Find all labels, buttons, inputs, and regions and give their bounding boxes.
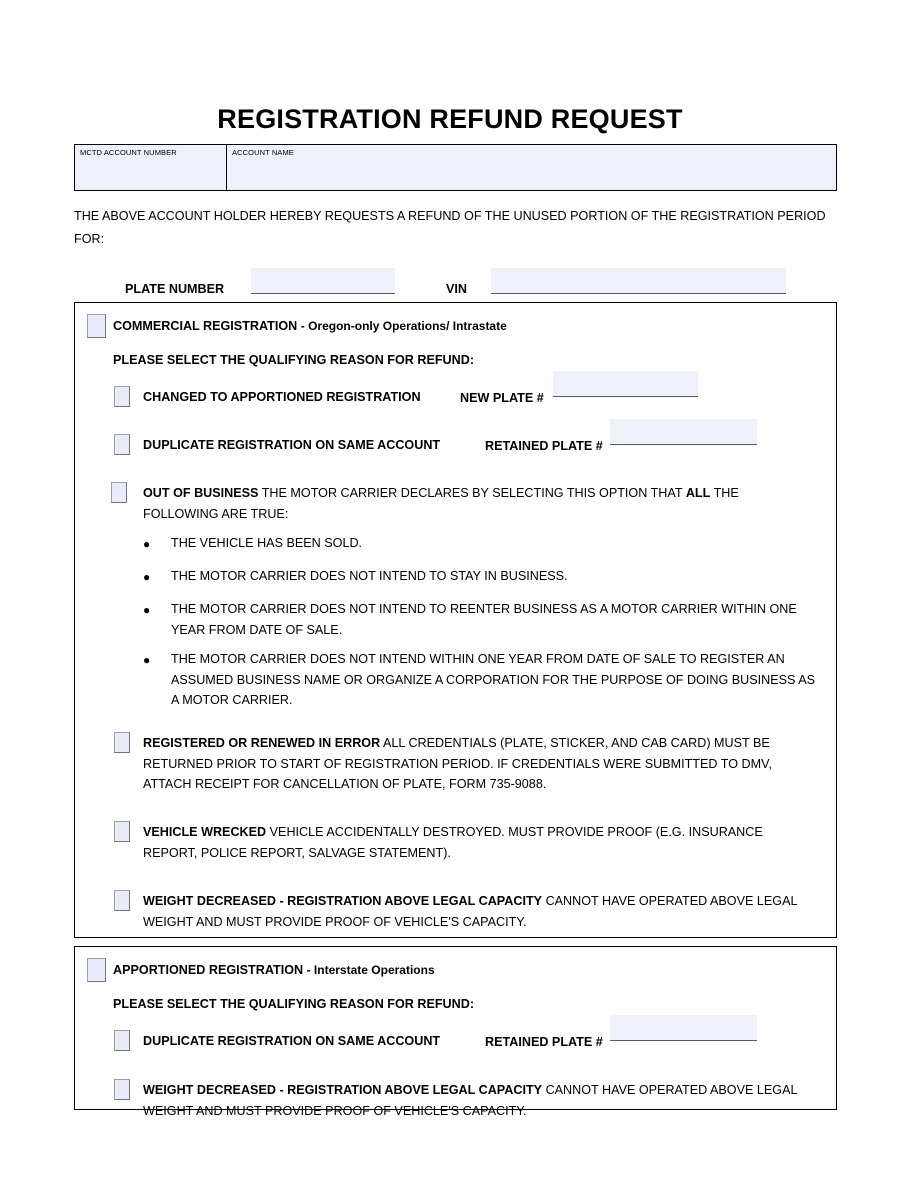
bullet-marker: ● (143, 653, 151, 667)
account-name-cell[interactable] (227, 145, 836, 190)
commercial-heading-rest: - Oregon-only Operations/ Intrastate (300, 319, 507, 333)
commercial-registration-heading (113, 316, 507, 336)
apportioned-select-prompt: PLEASE SELECT THE QUALIFYING REASON FOR REFUND: (113, 997, 475, 1011)
label-weight-decreased-commercial: WEIGHT DECREASED - REGISTRATION ABOVE LEGAL CAPACITY (143, 894, 543, 908)
new-plate-number-input[interactable] (553, 371, 698, 397)
checkbox-weight-decreased-apportioned[interactable] (114, 1079, 130, 1100)
plate-number-input[interactable] (251, 268, 395, 294)
checkbox-out-of-business[interactable] (111, 482, 127, 503)
checkbox-commercial-registration[interactable] (87, 314, 106, 338)
label-duplicate-registration-apportioned: DUPLICATE REGISTRATION ON SAME ACCOUNT (143, 1034, 441, 1048)
vehicle-wrecked-block (143, 822, 815, 863)
registered-error-desc: ALL CREDENTIALS (PLATE, STICKER, AND CAB CARD) MUST BE RETURNED PRIOR TO START OF REGISTRATION PERIOD. IF CREDENTIALS WERE SUBMITTED TO DMV, ATTACH RECEIPT FOR CANCELLATION OF PLATE, FORM 735-9088. (143, 736, 772, 791)
registered-error-block (143, 733, 815, 795)
out-of-business-desc-emphasis: ALL (685, 486, 711, 500)
weight-decreased-desc-commercial: CANNOT HAVE OPERATED ABOVE LEGAL WEIGHT AND MUST PROVIDE PROOF OF VEHICLE'S CAPACITY. (143, 894, 798, 929)
vehicle-wrecked-desc: VEHICLE ACCIDENTALLY DESTROYED. MUST PROVIDE PROOF (E.G. INSURANCE REPORT, POLICE REPORT, SALVAGE STATEMENT). (143, 825, 763, 860)
label-changed-to-apportioned: CHANGED TO APPORTIONED REGISTRATION (143, 390, 421, 404)
out-of-business-bullet-4: THE MOTOR CARRIER DOES NOT INTEND WITHIN ONE YEAR FROM DATE OF SALE TO REGISTER AN ASSUMED BUSINESS NAME OR ORGANIZE A CORPORATION FOR THE PURPOSE OF DOING BUSINESS AS A MOTOR CARRIER. (171, 652, 816, 707)
weight-decreased-desc-apportioned: CANNOT HAVE OPERATED ABOVE LEGAL WEIGHT AND MUST PROVIDE PROOF OF VEHICLE'S CAPACITY. (143, 1083, 798, 1118)
mctd-account-number-cell[interactable] (75, 145, 227, 190)
out-of-business-bullet-2: THE MOTOR CARRIER DOES NOT INTEND TO STAY IN BUSINESS. (171, 569, 568, 583)
checkbox-weight-decreased-commercial[interactable] (114, 890, 130, 911)
out-of-business-desc-part1: THE MOTOR CARRIER DECLARES BY SELECTING THIS OPTION THAT (261, 486, 683, 500)
bullet-marker: ● (143, 537, 151, 551)
commercial-heading-bold: COMMERCIAL REGISTRATION (113, 319, 298, 333)
apportioned-registration-heading (113, 960, 435, 980)
vin-label: VIN (446, 282, 467, 296)
mctd-account-number-label: MCTD ACCOUNT NUMBER (80, 148, 177, 157)
out-of-business-desc-part2: THE FOLLOWING ARE TRUE: (143, 486, 739, 521)
checkbox-changed-to-apportioned[interactable] (114, 386, 130, 407)
commercial-registration-section (74, 302, 837, 938)
label-weight-decreased-apportioned: WEIGHT DECREASED - REGISTRATION ABOVE LEGAL CAPACITY (143, 1083, 543, 1097)
apportioned-heading-bold: APPORTIONED REGISTRATION (113, 963, 304, 977)
checkbox-duplicate-registration-commercial[interactable] (114, 434, 130, 455)
commercial-select-prompt: PLEASE SELECT THE QUALIFYING REASON FOR REFUND: (113, 353, 475, 367)
retained-plate-number-input-commercial[interactable] (610, 419, 757, 445)
weight-decreased-block-apportioned (143, 1080, 815, 1121)
plate-number-label: PLATE NUMBER (125, 282, 225, 296)
new-plate-number-label: NEW PLATE # (460, 391, 544, 405)
weight-decreased-block-commercial (143, 891, 815, 932)
bullet-marker: ● (143, 570, 151, 584)
label-vehicle-wrecked: VEHICLE WRECKED (143, 825, 267, 839)
retained-plate-number-label-apportioned: RETAINED PLATE # (485, 1035, 603, 1049)
checkbox-vehicle-wrecked[interactable] (114, 821, 130, 842)
page-title: REGISTRATION REFUND REQUEST (217, 104, 683, 134)
label-registered-or-renewed-in-error: REGISTERED OR RENEWED IN ERROR (143, 736, 381, 750)
apportioned-heading-rest: - Interstate Operations (306, 963, 435, 977)
label-out-of-business: OUT OF BUSINESS (143, 486, 259, 500)
account-header-table (74, 144, 837, 191)
bullet-marker: ● (143, 603, 151, 617)
apportioned-registration-section (74, 946, 837, 1118)
retained-plate-number-input-apportioned[interactable] (610, 1015, 757, 1041)
retained-plate-number-label-commercial: RETAINED PLATE # (485, 439, 603, 453)
checkbox-apportioned-registration[interactable] (87, 958, 106, 982)
vin-input[interactable] (491, 268, 786, 294)
label-duplicate-registration-commercial: DUPLICATE REGISTRATION ON SAME ACCOUNT (143, 438, 441, 452)
vehicle-identification-row (74, 268, 854, 298)
account-name-label: ACCOUNT NAME (232, 148, 294, 157)
out-of-business-block (143, 483, 815, 524)
intro-paragraph: THE ABOVE ACCOUNT HOLDER HEREBY REQUESTS A REFUND OF THE UNUSED PORTION OF THE REGISTRATION PERIOD FOR: (74, 209, 826, 246)
out-of-business-bullet-3: THE MOTOR CARRIER DOES NOT INTEND TO REENTER BUSINESS AS A MOTOR CARRIER WITHIN ONE YEAR FROM DATE OF SALE. (171, 602, 797, 637)
checkbox-registered-or-renewed-in-error[interactable] (114, 732, 130, 753)
checkbox-duplicate-registration-apportioned[interactable] (114, 1030, 130, 1051)
out-of-business-bullet-1: THE VEHICLE HAS BEEN SOLD. (171, 536, 363, 550)
